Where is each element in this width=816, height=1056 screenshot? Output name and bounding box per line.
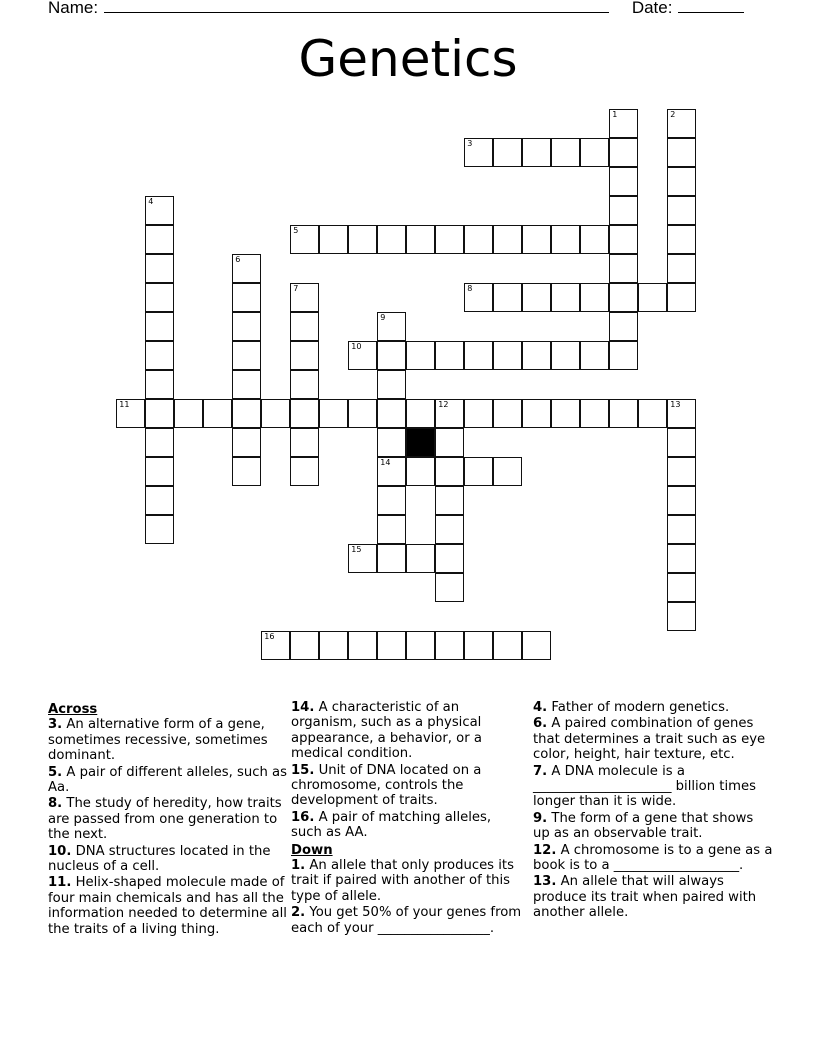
clue-number-label: 8	[467, 284, 473, 294]
grid-cell[interactable]	[145, 283, 174, 312]
grid-cell[interactable]	[522, 225, 551, 254]
clue-number: 9.	[533, 810, 548, 826]
grid-cell[interactable]	[667, 254, 696, 283]
grid-cell[interactable]	[145, 196, 174, 225]
clue-down-6	[533, 716, 773, 762]
grid-cell[interactable]	[261, 631, 290, 660]
grid-cell[interactable]	[638, 399, 667, 428]
grid-cell[interactable]	[493, 399, 522, 428]
grid-cell[interactable]	[464, 399, 493, 428]
clue-number-label: 9	[380, 313, 386, 323]
clues-column-1	[48, 700, 288, 938]
grid-cell[interactable]	[290, 341, 319, 370]
clue-number: 8.	[48, 796, 63, 812]
grid-cell[interactable]	[522, 283, 551, 312]
clue-number: 3.	[48, 717, 63, 733]
grid-cell[interactable]	[145, 225, 174, 254]
grid-cell[interactable]	[290, 399, 319, 428]
grid-cell[interactable]	[551, 138, 580, 167]
clue-number: 7.	[533, 763, 548, 779]
clue-number-label: 13	[670, 400, 681, 410]
grid-cell[interactable]	[609, 312, 638, 341]
clue-number-label: 10	[351, 342, 362, 352]
grid-cell[interactable]	[522, 341, 551, 370]
clue-number: 13.	[533, 874, 557, 890]
grid-cell[interactable]	[232, 399, 261, 428]
clue-text: A pair of matching alleles, such as AA.	[291, 809, 492, 841]
clue-number: 1.	[291, 858, 306, 874]
grid-cell[interactable]	[145, 399, 174, 428]
clue-number-label: 16	[264, 632, 275, 642]
black-cell	[406, 428, 435, 457]
grid-cell[interactable]	[435, 341, 464, 370]
clue-number: 12.	[533, 842, 557, 858]
grid-cell[interactable]	[406, 399, 435, 428]
grid-cell[interactable]	[319, 225, 348, 254]
grid-cell[interactable]	[406, 457, 435, 486]
grid-cell[interactable]	[174, 399, 203, 428]
grid-cell[interactable]	[609, 225, 638, 254]
clue-across-3	[48, 717, 288, 763]
clue-text: Helix-shaped molecule made of four main chemicals and has all the information needed to determine all the traits of a living thing.	[48, 875, 287, 937]
clue-number-label: 4	[148, 197, 154, 207]
grid-cell[interactable]	[464, 225, 493, 254]
clue-number: 16.	[291, 809, 315, 825]
grid-cell[interactable]	[667, 602, 696, 631]
clue-text: The study of heredity, how traits are passed from one generation to the next.	[48, 796, 282, 843]
grid-cell[interactable]	[435, 631, 464, 660]
name-label: Name:	[48, 0, 99, 17]
grid-cell[interactable]	[493, 138, 522, 167]
clue-text: An alternative form of a gene, sometimes recessive, sometimes dominant.	[48, 717, 268, 764]
grid-cell[interactable]	[290, 370, 319, 399]
grid-cell[interactable]	[667, 428, 696, 457]
grid-cell[interactable]	[580, 138, 609, 167]
clue-down-9	[533, 811, 773, 842]
grid-cell[interactable]	[435, 399, 464, 428]
grid-cell[interactable]	[406, 631, 435, 660]
grid-cell[interactable]	[493, 341, 522, 370]
grid-cell[interactable]	[232, 254, 261, 283]
grid-cell[interactable]	[145, 515, 174, 544]
grid-cell[interactable]	[232, 457, 261, 486]
grid-cell[interactable]	[348, 399, 377, 428]
grid-cell[interactable]	[464, 138, 493, 167]
grid-cell[interactable]	[232, 312, 261, 341]
clue-down-4	[533, 700, 773, 715]
clue-down-13	[533, 874, 773, 920]
grid-cell[interactable]	[580, 283, 609, 312]
grid-cell[interactable]	[348, 341, 377, 370]
grid-cell[interactable]	[638, 283, 667, 312]
grid-cell[interactable]	[667, 225, 696, 254]
grid-cell[interactable]	[377, 225, 406, 254]
grid-cell[interactable]	[580, 225, 609, 254]
down-heading: Down	[291, 842, 333, 858]
grid-cell[interactable]	[377, 544, 406, 573]
clue-across-5	[48, 765, 288, 796]
grid-cell[interactable]	[435, 428, 464, 457]
grid-cell[interactable]	[667, 515, 696, 544]
grid-cell[interactable]	[667, 138, 696, 167]
clue-text: A pair of different alleles, such as Aa.	[48, 764, 287, 796]
clue-text: Unit of DNA located on a chromosome, controls the development of traits.	[291, 762, 482, 809]
grid-cell[interactable]	[464, 631, 493, 660]
grid-cell[interactable]	[348, 631, 377, 660]
grid-cell[interactable]	[435, 515, 464, 544]
clue-number-label: 2	[670, 110, 676, 120]
grid-cell[interactable]	[464, 341, 493, 370]
grid-cell[interactable]	[319, 631, 348, 660]
grid-cell[interactable]	[377, 457, 406, 486]
grid-cell[interactable]	[435, 225, 464, 254]
clue-number-label: 6	[235, 255, 241, 265]
clue-across-15	[291, 763, 526, 809]
grid-cell[interactable]	[145, 428, 174, 457]
grid-cell[interactable]	[145, 312, 174, 341]
grid-cell[interactable]	[667, 399, 696, 428]
grid-cell[interactable]	[609, 254, 638, 283]
grid-cell[interactable]	[261, 399, 290, 428]
clue-text: DNA structures located in the nucleus of a cell.	[48, 843, 271, 875]
grid-cell[interactable]	[406, 341, 435, 370]
grid-cell[interactable]	[464, 457, 493, 486]
clue-text: An allele that only produces its trait if paired with another of this type of allele.	[291, 858, 514, 904]
grid-cell[interactable]	[609, 167, 638, 196]
grid-cell[interactable]	[551, 283, 580, 312]
page-title: Genetics	[298, 30, 518, 88]
clue-number: 10.	[48, 843, 72, 859]
grid-cell[interactable]	[145, 486, 174, 515]
clue-down-7	[533, 764, 773, 810]
grid-cell[interactable]	[609, 196, 638, 225]
clue-number-label: 11	[119, 400, 130, 410]
clue-number: 4.	[533, 700, 548, 715]
clues-column-2	[291, 700, 526, 937]
grid-cell[interactable]	[290, 631, 319, 660]
clue-text: A DNA molecule is a _____________________ billion times longer than it is wide.	[533, 763, 756, 810]
clue-number: 5.	[48, 764, 63, 780]
clue-number: 11.	[48, 875, 72, 891]
grid-cell[interactable]	[667, 457, 696, 486]
grid-cell[interactable]	[609, 341, 638, 370]
grid-cell[interactable]	[145, 457, 174, 486]
grid-cell[interactable]	[667, 544, 696, 573]
clue-down-1	[291, 858, 526, 904]
grid-cell[interactable]	[232, 283, 261, 312]
grid-cell[interactable]	[377, 428, 406, 457]
clue-number-label: 1	[612, 110, 618, 120]
grid-cell[interactable]	[290, 457, 319, 486]
grid-cell[interactable]	[435, 486, 464, 515]
clue-number-label: 5	[293, 226, 299, 236]
grid-cell[interactable]	[609, 283, 638, 312]
clue-down-12	[533, 843, 773, 874]
grid-cell[interactable]	[406, 225, 435, 254]
clue-number-label: 14	[380, 458, 391, 468]
grid-cell[interactable]	[551, 341, 580, 370]
grid-cell[interactable]	[348, 544, 377, 573]
clue-text: The form of a gene that shows up as an observable trait.	[533, 810, 754, 842]
grid-cell[interactable]	[522, 138, 551, 167]
grid-cell[interactable]	[406, 544, 435, 573]
grid-cell[interactable]	[319, 399, 348, 428]
grid-cell[interactable]	[551, 225, 580, 254]
clue-text: A paired combination of genes that determines a trait such as eye color, height, hair texture, etc.	[533, 716, 766, 763]
grid-cell[interactable]	[145, 254, 174, 283]
grid-cell[interactable]	[493, 225, 522, 254]
grid-cell[interactable]	[377, 515, 406, 544]
grid-cell[interactable]	[290, 283, 319, 312]
clue-text: A characteristic of an organism, such as a physical appearance, a behavior, or a medical condition.	[291, 700, 482, 762]
grid-cell[interactable]	[667, 196, 696, 225]
clue-number: 15.	[291, 762, 315, 778]
clue-across-11	[48, 875, 288, 937]
grid-cell[interactable]	[522, 631, 551, 660]
grid-cell[interactable]	[580, 399, 609, 428]
grid-cell[interactable]	[667, 486, 696, 515]
grid-cell[interactable]	[580, 341, 609, 370]
clue-across-16	[291, 810, 526, 841]
grid-cell[interactable]	[609, 109, 638, 138]
clue-text: A chromosome is to a gene as a book is to a ___________________.	[533, 842, 773, 874]
grid-cell[interactable]	[377, 341, 406, 370]
grid-cell[interactable]	[667, 573, 696, 602]
clue-number-label: 7	[293, 284, 299, 294]
grid-cell[interactable]	[348, 225, 377, 254]
clue-text: You get 50% of your genes from each of your _________________.	[291, 905, 522, 936]
grid-cell[interactable]	[435, 457, 464, 486]
grid-cell[interactable]	[493, 457, 522, 486]
grid-cell[interactable]	[232, 341, 261, 370]
grid-cell[interactable]	[377, 399, 406, 428]
grid-cell[interactable]	[493, 631, 522, 660]
grid-cell[interactable]	[203, 399, 232, 428]
grid-cell[interactable]	[232, 370, 261, 399]
clue-across-10	[48, 844, 288, 875]
grid-cell[interactable]	[377, 312, 406, 341]
clue-across-14	[291, 700, 526, 762]
clue-number-label: 15	[351, 545, 362, 555]
clue-across-8	[48, 796, 288, 842]
grid-cell[interactable]	[435, 544, 464, 573]
grid-cell[interactable]	[145, 370, 174, 399]
grid-cell[interactable]	[290, 428, 319, 457]
grid-cell[interactable]	[232, 428, 261, 457]
grid-cell[interactable]	[290, 312, 319, 341]
grid-cell[interactable]	[667, 109, 696, 138]
date-label: Date:	[631, 0, 673, 17]
clue-number: 2.	[291, 905, 306, 921]
grid-cell[interactable]	[116, 399, 145, 428]
clue-number: 6.	[533, 716, 548, 732]
grid-cell[interactable]	[493, 283, 522, 312]
clue-down-2	[291, 905, 526, 936]
grid-cell[interactable]	[377, 486, 406, 515]
grid-cell[interactable]	[667, 283, 696, 312]
grid-cell[interactable]	[435, 573, 464, 602]
grid-cell[interactable]	[522, 399, 551, 428]
clue-text: An allele that will always produce its trait when paired with another allele.	[533, 874, 757, 921]
across-heading: Across	[48, 702, 98, 717]
clue-number-label: 12	[438, 400, 449, 410]
grid-cell[interactable]	[145, 341, 174, 370]
grid-cell[interactable]	[377, 370, 406, 399]
grid-cell[interactable]	[290, 225, 319, 254]
grid-cell[interactable]	[609, 138, 638, 167]
clue-text: Father of modern genetics.	[551, 700, 730, 715]
clue-number: 14.	[291, 700, 315, 715]
grid-cell[interactable]	[377, 631, 406, 660]
clues-column-3	[533, 700, 773, 922]
grid-cell[interactable]	[464, 283, 493, 312]
clue-number-label: 3	[467, 139, 473, 149]
grid-cell[interactable]	[667, 167, 696, 196]
grid-cell[interactable]	[609, 399, 638, 428]
grid-cell[interactable]	[551, 399, 580, 428]
